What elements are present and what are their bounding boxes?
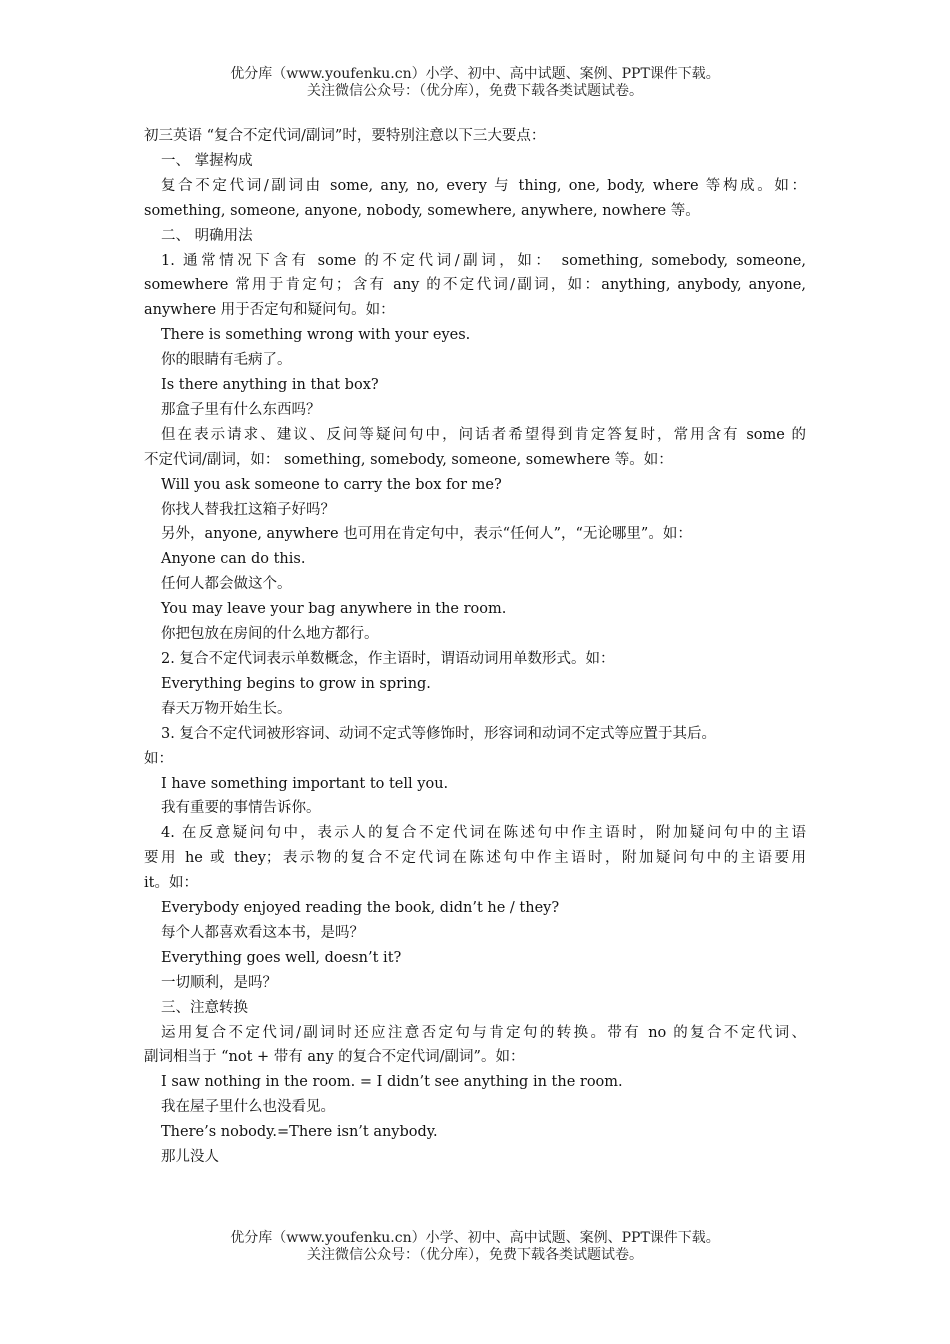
text-line: 如： bbox=[144, 750, 173, 767]
text-line: something, someone, anyone, nobody, somewhere, anywhere, nowhere 等。 bbox=[144, 202, 700, 219]
page-footer bbox=[0, 1230, 950, 1264]
text-line: I saw nothing in the room. = I didn’t see anything in the room. bbox=[161, 1074, 623, 1091]
text-line: anywhere 用于否定句和疑问句。如： bbox=[144, 302, 395, 319]
header-line-2: 关注微信公众号：（优分库），免费下载各类试题试卷。 bbox=[307, 83, 643, 99]
text-line: I have something important to tell you. bbox=[161, 775, 449, 792]
text-line: Will you ask someone to carry the box for me? bbox=[161, 476, 502, 493]
text-line: Is there anything in that box? bbox=[161, 377, 379, 394]
text-line: 副词相当于 “not + 带有 any 的复合不定代词/副词”。如： bbox=[144, 1049, 525, 1066]
text-line: 1. 通常情况下含有 some 的不定代词/副词，如： something, somebody, someone, bbox=[161, 252, 806, 269]
text-line: 春天万物开始生长。 bbox=[161, 700, 292, 717]
text-line: 你的眼睛有毛病了。 bbox=[161, 352, 292, 369]
document-body bbox=[144, 124, 806, 1170]
text-line: 三、注意转换 bbox=[161, 999, 248, 1016]
text-line: 那盒子里有什么东西吗？ bbox=[161, 401, 321, 418]
text-line: 你把包放在房间的什么地方都行。 bbox=[161, 626, 379, 643]
text-line: 运用复合不定代词/副词时还应注意否定句与肯定句的转换。带有 no 的复合不定代词、 bbox=[161, 1024, 806, 1041]
text-line: 初三英语 “复合不定代词/副词”时，要特别注意以下三大要点： bbox=[144, 128, 546, 144]
text-line: 一、 掌握构成 bbox=[161, 152, 253, 169]
text-line: 2. 复合不定代词表示单数概念，作主语时，谓语动词用单数形式。如： bbox=[161, 650, 615, 667]
text-line: 二、 明确用法 bbox=[161, 227, 253, 244]
text-line: 任何人都会做这个。 bbox=[161, 576, 292, 593]
text-line: 但在表示请求、建议、反问等疑问句中，问话者希望得到肯定答复时，常用含有 some 的 bbox=[161, 426, 806, 443]
footer-line-2: 关注微信公众号：（优分库），免费下载各类试题试卷。 bbox=[307, 1247, 643, 1263]
text-line: 3. 复合不定代词被形容词、动词不定式等修饰时，形容词和动词不定式等应置于其后。 bbox=[161, 725, 716, 742]
text-line: somewhere 常用于肯定句；含有 any 的不定代词/副词，如：anything, anybody, anyone, bbox=[144, 277, 806, 294]
text-line: 我有重要的事情告诉你。 bbox=[161, 800, 321, 817]
page-header bbox=[0, 66, 950, 100]
header-line-1: 优分库（www.youfenku.cn）小学、初中、高中试题、案例、PPT课件下载。 bbox=[230, 66, 720, 82]
text-line: 我在屋子里什么也没看见。 bbox=[161, 1099, 335, 1116]
text-line: 那儿没人 bbox=[161, 1149, 219, 1166]
footer-line-1: 优分库（www.youfenku.cn）小学、初中、高中试题、案例、PPT课件下载。 bbox=[230, 1230, 720, 1246]
text-line: 你找人替我扛这箱子好吗？ bbox=[161, 501, 335, 518]
text-line: There is something wrong with your eyes. bbox=[161, 327, 471, 344]
text-line: Everything goes well, doesn’t it? bbox=[161, 949, 402, 966]
text-line: There’s nobody.=There isn’t anybody. bbox=[161, 1124, 438, 1141]
text-line: 另外，anyone, anywhere 也可用在肯定句中，表示“任何人”，“无论哪里”。如： bbox=[161, 526, 692, 543]
text-line: 要用 he 或 they；表示物的复合不定代词在陈述句中作主语时，附加疑问句中的主语要用 bbox=[144, 850, 806, 867]
text-line: You may leave your bag anywhere in the room. bbox=[161, 601, 507, 618]
text-line: Anyone can do this. bbox=[161, 551, 306, 568]
text-line: 每个人都喜欢看这本书，是吗？ bbox=[161, 924, 364, 941]
text-line: 复合不定代词/副词由 some, any, no, every 与 thing, one, body, where 等构成。如： bbox=[161, 177, 806, 194]
text-line: Everything begins to grow in spring. bbox=[161, 675, 431, 692]
text-line: it。如： bbox=[144, 875, 198, 892]
text-line: 一切顺利，是吗？ bbox=[161, 974, 277, 991]
text-line: 4. 在反意疑问句中，表示人的复合不定代词在陈述句中作主语时，附加疑问句中的主语 bbox=[161, 825, 806, 842]
text-line: 不定代词/副词，如： something, somebody, someone, somewhere 等。如： bbox=[144, 451, 673, 468]
text-line: Everybody enjoyed reading the book, didn’t he / they? bbox=[161, 900, 560, 916]
